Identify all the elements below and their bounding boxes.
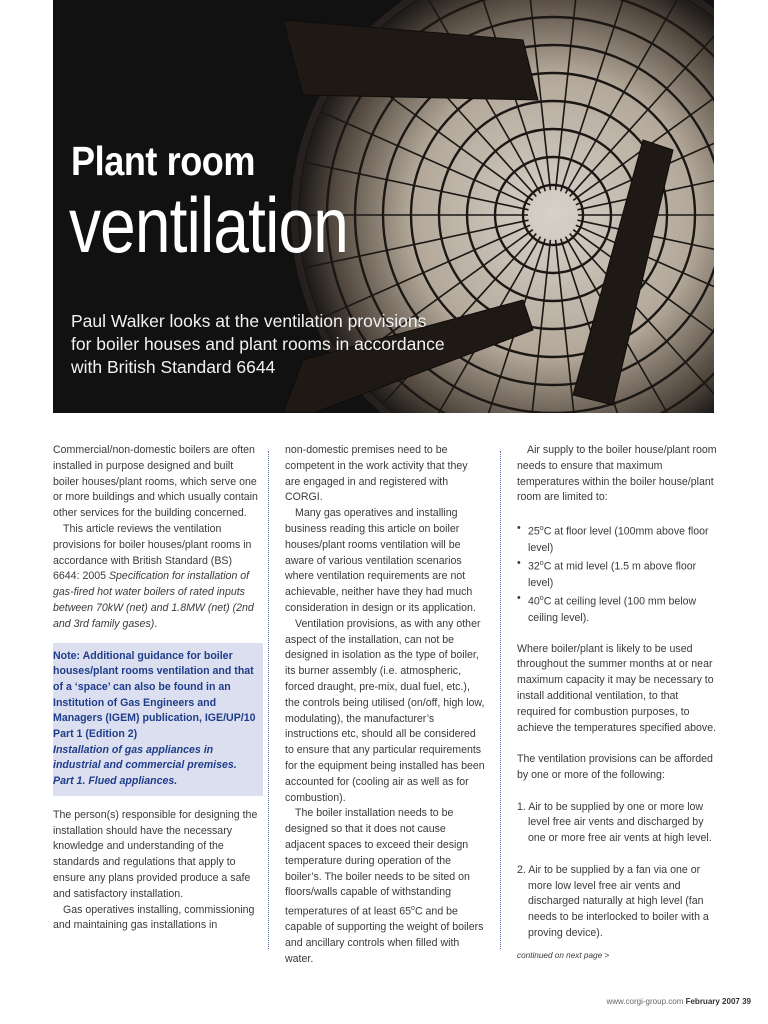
degree-symbol: o (539, 595, 544, 603)
list-item-text: C at ceiling level (100 mm below ceiling level). (528, 595, 697, 624)
temperature-value: 25 (528, 525, 540, 538)
paragraph (285, 806, 485, 968)
continued-link[interactable]: continued on next page > (517, 950, 610, 960)
title-line-1: Plant room (71, 138, 256, 184)
note-text: Note: Additional guidance for boiler houses/plant rooms ventilation and that of a ‘space’ can also be found in an Institution of Gas Engineers and Managers (IGEM) publication, IGE/UP/10 Part 1 (Edition 2) (53, 649, 256, 741)
list-item-text: C at mid level (1.5 m above floor level) (528, 560, 697, 589)
list-item: 2. Air to be supplied by a fan via one or more low level free air vents and discharged naturally at high level (fan needs to be interlocked to boiler with a proving device). (517, 863, 709, 939)
paragraph: Many gas operatives and installing business reading this article on boiler houses/plant rooms ventilation will be aware of various ventilation scenarios where ventilation requirements are not achievable, neither have they had much consideration in design or its application. (285, 507, 476, 614)
ventilation-options-list (517, 800, 717, 942)
column-divider (268, 451, 269, 949)
list-item (517, 591, 717, 626)
degree-symbol: o (539, 560, 544, 568)
list-item (517, 556, 717, 591)
standfirst: Paul Walker looks at the ventilation provisions for boiler houses and plant rooms in accordance with British Standard 6644 (71, 311, 445, 377)
column-1 (53, 443, 258, 934)
page-footer (606, 997, 751, 1006)
paragraph-end: . (154, 617, 158, 630)
column-divider (500, 451, 501, 949)
column-2 (285, 443, 485, 968)
title-line-2: ventilation (69, 181, 348, 269)
degree-symbol: o (411, 905, 415, 913)
paragraph: Ventilation provisions, as with any other aspect of the installation, can not be designed in isolation as the type of boiler, its burner assembly (i.e. atmospheric, forced draught, pre-mix, dual fuel, etc.), the controls being utilised (on/off, high low, modulating), the manufacturer’s instructions etc, should all be considered to ensure that any particular requirements for the equipment being installed has been accounted for (cooling air as well as for combustion). (285, 617, 485, 804)
paragraph: Where boiler/plant is likely to be used throughout the summer months at or near maximum capacity it may be necessary to install additional ventilation, to that required for combustion purposes, to achieve the temperatures specified above. (517, 642, 717, 734)
paragraph-text: The boiler installation needs to be designed so that it does not cause adjacent spaces to exceed their design temperature during operation of the boiler’s. The boiler needs to be sited on floors/walls capable of withstanding temperatures of at least 65 (285, 807, 470, 918)
list-item-text: C at floor level (100mm above floor level) (528, 525, 709, 554)
paragraph: non-domestic premises need to be competent in the work activity that they are engaged in and registered with CORGI. (285, 444, 468, 504)
paragraph: The ventilation provisions can be afforded by one or more of the following: (517, 753, 713, 781)
paragraph (53, 522, 258, 633)
hero-banner (53, 0, 714, 413)
page-number: 39 (742, 997, 751, 1006)
standard-title: Specification for installation of gas-fired hot water boilers of rated inputs between 70kW (net) and 1.8MW (net) (2nd and 3rd family gases) (53, 570, 254, 630)
paragraph-text: C and be capable of supporting the weight of boilers and ancillary controls when filled with water. (285, 905, 484, 966)
temperature-limits-list (517, 521, 717, 626)
list-item (517, 521, 717, 556)
paragraph: The person(s) responsible for designing the installation should have the necessary knowledge and understanding of the standards and regulations that apply to ensure any plans provided produce a safe and satisfactory installation. (53, 808, 258, 900)
temperature-value: 40 (528, 595, 540, 608)
temperature-value: 32 (528, 560, 540, 573)
paragraph: Commercial/non-domestic boilers are often installed in purpose designed and built boiler houses/plant rooms, which serve one or more buildings and which usually contain other services for the building concerned. (53, 444, 258, 520)
column-3 (517, 443, 717, 964)
note-box (53, 643, 263, 796)
list-item: 1. Air to be supplied by one or more low level free air vents and discharged by one or more free air vents at high level. (517, 800, 712, 845)
paragraph: Gas operatives installing, commissioning and maintaining gas installations in (53, 903, 255, 932)
degree-symbol: o (539, 525, 544, 533)
note-publication-title: Installation of gas appliances in industrial and commercial premises. Part 1. Flued appliances. (53, 743, 237, 788)
paragraph: Air supply to the boiler house/plant room needs to ensure that maximum temperatures within the boiler house/plant room are limited to: (517, 444, 717, 504)
footer-date: February 2007 (685, 997, 740, 1006)
paragraph-text: This article reviews the ventilation provisions for boiler houses/plant rooms in accordance with British Standard (BS) 6644: 2005 (53, 522, 252, 583)
footer-url[interactable]: www.corgi-group.com (606, 997, 684, 1006)
